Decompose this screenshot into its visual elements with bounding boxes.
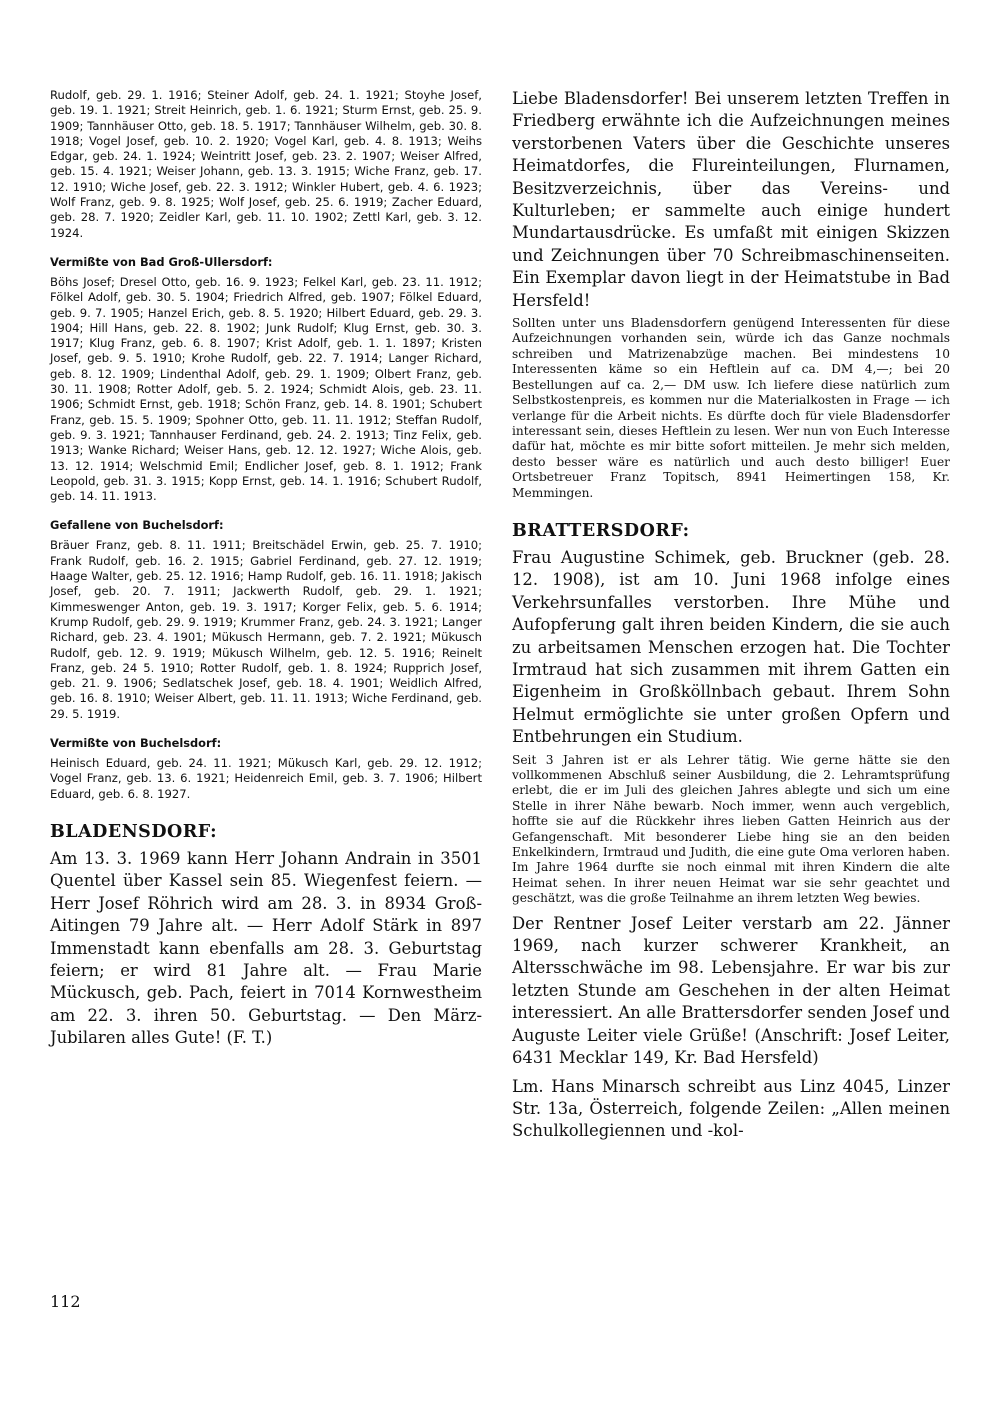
- obituary-schimek-continued: Seit 3 Jahren ist er als Lehrer tätig. Wie gerne hätte sie den vollkommenen Abschluß seiner Ausbildung, die 2. Lehramtsprüfung erlebt, die er im Juli des gleichen Jahres ablegte und sich um eine Stelle in ihrer Nähe bewarb. Noch immer, wenn auch vergeblich, hoffte sie auf die Rückkehr ihres lieben Gatten Heinrich aus der Gefangenschaft. Mit besonderer Liebe hing sie an den beiden Enkelkindern, Irmtraud und Judith, die eine gute Oma verloren haben. Im Jahre 1964 durfte sie noch einmal mit ihren Kindern die alte Heimat sehen. In ihrer neuen Heimat war sie sehr geachtet und geschätzt, was die große Teilnahme an ihrem letzten Weg bewies.: [512, 752, 950, 906]
- missing-list-bad-gross-ullersdorf: Böhs Josef; Dresel Otto, geb. 16. 9. 1923; Felkel Karl, geb. 23. 11. 1912; Fölkel Adolf, geb. 30. 5. 1904; Friedrich Alfred, geb. 1907; Fölkel Eduard, geb. 9. 7. 1905; Hanzel Erich, geb. 8. 5. 1920; Hilbert Eduard, geb. 29. 3. 1904; Hill Hans, geb. 22. 8. 1902; Junk Rudolf; Klug Ernst, geb. 30. 3. 1917; Klug Franz, geb. 6. 8. 1907; Krist Adolf, geb. 1. 1. 1897; Kristen Josef, geb. 9. 5. 1910; Krohe Rudolf, geb. 22. 7. 1914; Langer Richard, geb. 8. 12. 1909; Lindenthal Adolf, geb. 29. 1. 1909; Olbert Franz, geb. 30. 11. 1908; Rotter Adolf, geb. 5. 2. 1924; Schmidt Alois, geb. 23. 11. 1906; Schmidt Ernst, geb. 1918; Schön Franz, geb. 14. 8. 1901; Schubert Franz, geb. 15. 5. 1909; Spohner Otto, geb. 11. 11. 1912; Steffan Rudolf, geb. 9. 3. 1921; Tannhauser Ferdinand, geb. 24. 2. 1913; Tinz Felix, geb. 1913; Wanke Richard; Weiser Hans, geb. 12. 12. 1927; Wiche Alois, geb. 13. 12. 1914; Welschmid Emil; Endlicher Josef, geb. 8. 1. 1912; Frank Leopold, geb. 31. 3. 1915; Kopp Ernst, geb. 14. 1. 1916; Schubert Rudolf, geb. 14. 11. 1913.: [50, 274, 482, 504]
- section-title-brattersdorf: BRATTERSDORF:: [512, 520, 690, 541]
- right-column: [512, 88, 950, 1143]
- obituary-schimek: Frau Augustine Schimek, geb. Bruckner (geb. 28. 12. 1908), ist am 10. Juni 1968 infolge eines Verkehrsunfalles verstorben. Ihre Mühe und Aufopferung galt ihren beiden Kindern, die sie auch zu arbeitsamen Menschen erzogen hat. Die Tochter Irmtraud hat sich zusammen mit ihrem Gatten ein Eigenheim in Großköllnbach gebaut. Ihrem Sohn Helmut ermöglichte sie unter großen Opfern und Entbehrungen ein Studium.: [512, 547, 950, 747]
- heading-missing-bad-gross-ullersdorf: Vermißte von Bad Groß-Ullersdorf:: [50, 254, 273, 269]
- minarsch-letter: Lm. Hans Minarsch schreibt aus Linz 4045, Linzer Str. 13a, Österreich, folgende Zeilen: „Allen meinen Schulkollegiennen und -kol-: [512, 1076, 950, 1141]
- obituary-leiter: Der Rentner Josef Leiter verstarb am 22. Jänner 1969, nach kurzer schwerer Krankheit, an Altersschwäche im 98. Lebensjahre. Er war bis zur letzten Stunde am Geschehen in der alten Heimat interessiert. An alle Brattersdorfer senden Josef und Auguste Leiter viele Grüße! (Anschrift: Josef Leiter, 6431 Mecklar 149, Kr. Bad Hersfeld): [512, 913, 950, 1068]
- left-column: [50, 88, 482, 1050]
- bladensdorf-letter: Liebe Bladensdorfer! Bei unserem letzten Treffen in Friedberg erwähnte ich die Aufzeichnungen meines verstorbenen Vaters über die Geschichte unseres Heimatdorfes, die Flureinteilungen, Flurnamen, Besitzverzeichnis, über das Vereins- und Kulturleben; er sammelte auch einige hundert Mundartausdrücke. Es umfaßt mit einigen Skizzen und Zeichnungen über 70 Schreibmaschinenseiten. Ein Exemplar davon liegt in der Heimatstube in Bad Hersfeld!: [512, 89, 950, 310]
- casualty-list-continued: Rudolf, geb. 29. 1. 1916; Steiner Adolf, geb. 24. 1. 1921; Stoyhe Josef, geb. 19. 1. 1921; Streit Heinrich, geb. 1. 6. 1921; Sturm Ernst, geb. 25. 9. 1909; Tannhäuser Otto, geb. 18. 5. 1917; Tannhäuser Wilhelm, geb. 30. 8. 1918; Vogel Josef, geb. 10. 2. 1920; Vogel Karl, geb. 4. 8. 1913; Weihs Edgar, geb. 24. 1. 1924; Weintritt Josef, geb. 23. 2. 1907; Weiser Alfred, geb. 15. 4. 1921; Weiser Johann, geb. 13. 3. 1915; Wiche Franz, geb. 17. 12. 1910; Wiche Josef, geb. 22. 3. 1912; Winkler Hubert, geb. 4. 6. 1923; Wolf Franz, geb. 9. 8. 1925; Wolf Josef, geb. 25. 6. 1919; Zacher Eduard, geb. 28. 7. 1920; Zeidler Karl, geb. 11. 10. 1902; Zettl Karl, geb. 3. 12. 1924.: [50, 88, 482, 240]
- bladensdorf-birthdays: Am 13. 3. 1969 kann Herr Johann Andrain in 3501 Quentel über Kassel sein 85. Wiegenfest feiern. — Herr Josef Röhrich wird am 28. 3. in 8934 Groß-Aitingen 79 Jahre alt. — Herr Adolf Stärk in 897 Immenstadt kann ebenfalls am 28. 3. Geburtstag feiern; er wird 81 Jahre alt. — Frau Marie Mückusch, geb. Pach, feiert in 7014 Kornwestheim am 22. 3. ihren 50. Geburtstag. — Den März-Jubilaren alles Gute! (F. T.): [50, 848, 482, 1048]
- section-title-bladensdorf: BLADENSDORF:: [50, 821, 218, 842]
- fallen-list-buchelsdorf: Bräuer Franz, geb. 8. 11. 1911; Breitschädel Erwin, geb. 25. 7. 1910; Frank Rudolf, geb. 16. 2. 1915; Gabriel Ferdinand, geb. 27. 12. 1919; Haage Walter, geb. 25. 12. 1916; Hamp Rudolf, geb. 16. 11. 1918; Jakisch Josef, geb. 20. 7. 1911; Jackwerth Rudolf, geb. 29. 1. 1921; Kimmeswenger Anton, geb. 19. 3. 1917; Korger Felix, geb. 5. 6. 1914; Krump Rudolf, geb. 29. 9. 1919; Krummer Franz, geb. 24. 3. 1921; Langer Richard, geb. 23. 4. 1901; Mükusch Hermann, geb. 7. 2. 1921; Mükusch Rudolf, geb. 12. 9. 1919; Mükusch Wilhelm, geb. 12. 5. 1916; Reinelt Franz, geb. 24 5. 1910; Rotter Rudolf, geb. 1. 8. 1924; Rupprich Josef, geb. 21. 9. 1906; Sedlatschek Josef, geb. 18. 4. 1901; Weidlich Alfred, geb. 16. 8. 1910; Weiser Albert, geb. 11. 11. 1913; Wiche Ferdinand, geb. 29. 5. 1919.: [50, 538, 482, 721]
- bladensdorf-booklet-notice: Sollten unter uns Bladensdorfern genügend Interessenten für diese Aufzeichnungen vorhanden sein, würde ich das Ganze nochmals schreiben und Matrizenabzüge machen. Bei mindestens 10 Interessenten käme so ein Heftlein auf ca. DM 4,—; bei 20 Bestellungen auf ca. 2,— DM usw. Ich liefere diese natürlich zum Selbstkostenpreis, es kommen nur die Materialkosten in Frage — ich verlange für die Arbeit nichts. Es dürfte doch für viele Bladensdorfer interessant sein, dieses Heftlein zu lesen. Wer nun von Euch Interesse dafür hat, möchte es mir bitte sofort mitteilen. Je mehr sich melden, desto besser wäre es natürlich und auch desto billiger! Euer Ortsbetreuer Franz Topitsch, 8941 Heimertingen 158, Kr. Memmingen.: [512, 316, 950, 500]
- heading-fallen-buchelsdorf: Gefallene von Buchelsdorf:: [50, 518, 224, 533]
- page-number: 112: [50, 1292, 81, 1311]
- heading-missing-buchelsdorf: Vermißte von Buchelsdorf:: [50, 735, 222, 750]
- missing-list-buchelsdorf: Heinisch Eduard, geb. 24. 11. 1921; Mükusch Karl, geb. 29. 12. 1912; Vogel Franz, geb. 13. 6. 1921; Heidenreich Emil, geb. 3. 7. 1906; Hilbert Eduard, geb. 6. 8. 1927.: [50, 755, 482, 801]
